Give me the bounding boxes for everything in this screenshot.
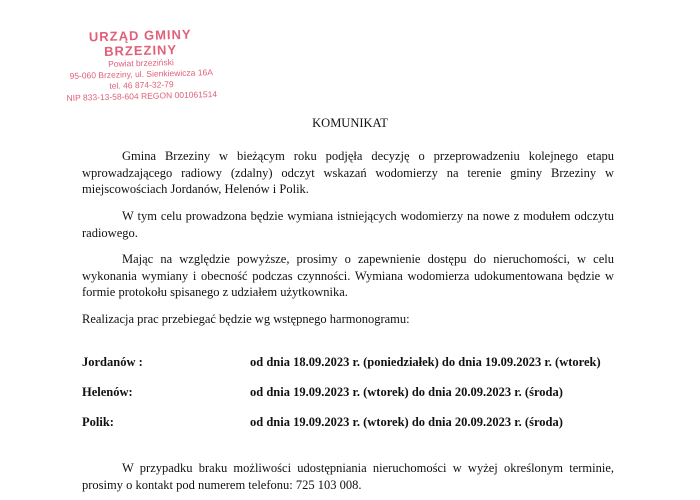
stamp-line: 95-060 Brzeziny, ul. Sienkiewicza 16A xyxy=(69,67,214,81)
document-title: KOMUNIKAT xyxy=(312,116,388,130)
schedule-period: od dnia 18.09.2023 r. (poniedziałek) do dnia 19.09.2023 r. (wtorek) xyxy=(250,355,601,369)
stamp-title: URZĄD GMINY BRZEZINY xyxy=(88,26,192,59)
schedule-place: Helenów: xyxy=(82,385,133,399)
paragraph-text: W przypadku braku możliwości udostępniania nieruchomości w wyżej określonym terminie, prosimy o kontakt pod numerem telefonu: 725 103 008. xyxy=(82,461,614,492)
stamp-line: NIP 833-13-58-604 REGON 001061514 xyxy=(66,89,218,103)
schedule-place: Jordanów : xyxy=(82,355,143,369)
schedule-place: Polik: xyxy=(82,415,114,429)
paragraph-text: W tym celu prowadzona będzie wymiana istniejących wodomierzy na nowe z modułem odczytu radiowego. xyxy=(82,209,614,240)
paragraph-closing xyxy=(82,460,614,493)
paragraph-intro xyxy=(82,148,614,198)
paragraph-access xyxy=(82,251,614,301)
paragraph-purpose xyxy=(82,208,614,241)
stamp-line: Powiat brzeziński xyxy=(107,57,174,69)
paragraph-schedule-intro xyxy=(82,311,614,328)
office-stamp xyxy=(55,26,227,104)
stamp-line: tel. 46 874-32-79 xyxy=(109,79,174,91)
paragraph-text: Realizacja prac przebiegać będzie wg wstępnego harmonogramu: xyxy=(82,312,410,326)
schedule-period: od dnia 19.09.2023 r. (wtorek) do dnia 20.09.2023 r. (środa) xyxy=(250,415,563,429)
paragraph-text: Gmina Brzeziny w bieżącym roku podjęła decyzję o przeprowadzeniu kolejnego etapu wprowadzającego radiowy (zdalny) odczyt wskazań wodomierzy na terenie gminy Brzeziny w miejscowościach Jordanów, Helenów i Polik. xyxy=(82,149,614,196)
paragraph-text: Mając na względzie powyższe, prosimy o zapewnienie dostępu do nieruchomości, w celu wykonania wymiany i obecność podczas czynności. Wymiana wodomierza udokumentowana będzie w formie protokołu spisanego z udziałem użytkownika. xyxy=(82,252,614,299)
schedule-period: od dnia 19.09.2023 r. (wtorek) do dnia 20.09.2023 r. (środa) xyxy=(250,385,563,399)
